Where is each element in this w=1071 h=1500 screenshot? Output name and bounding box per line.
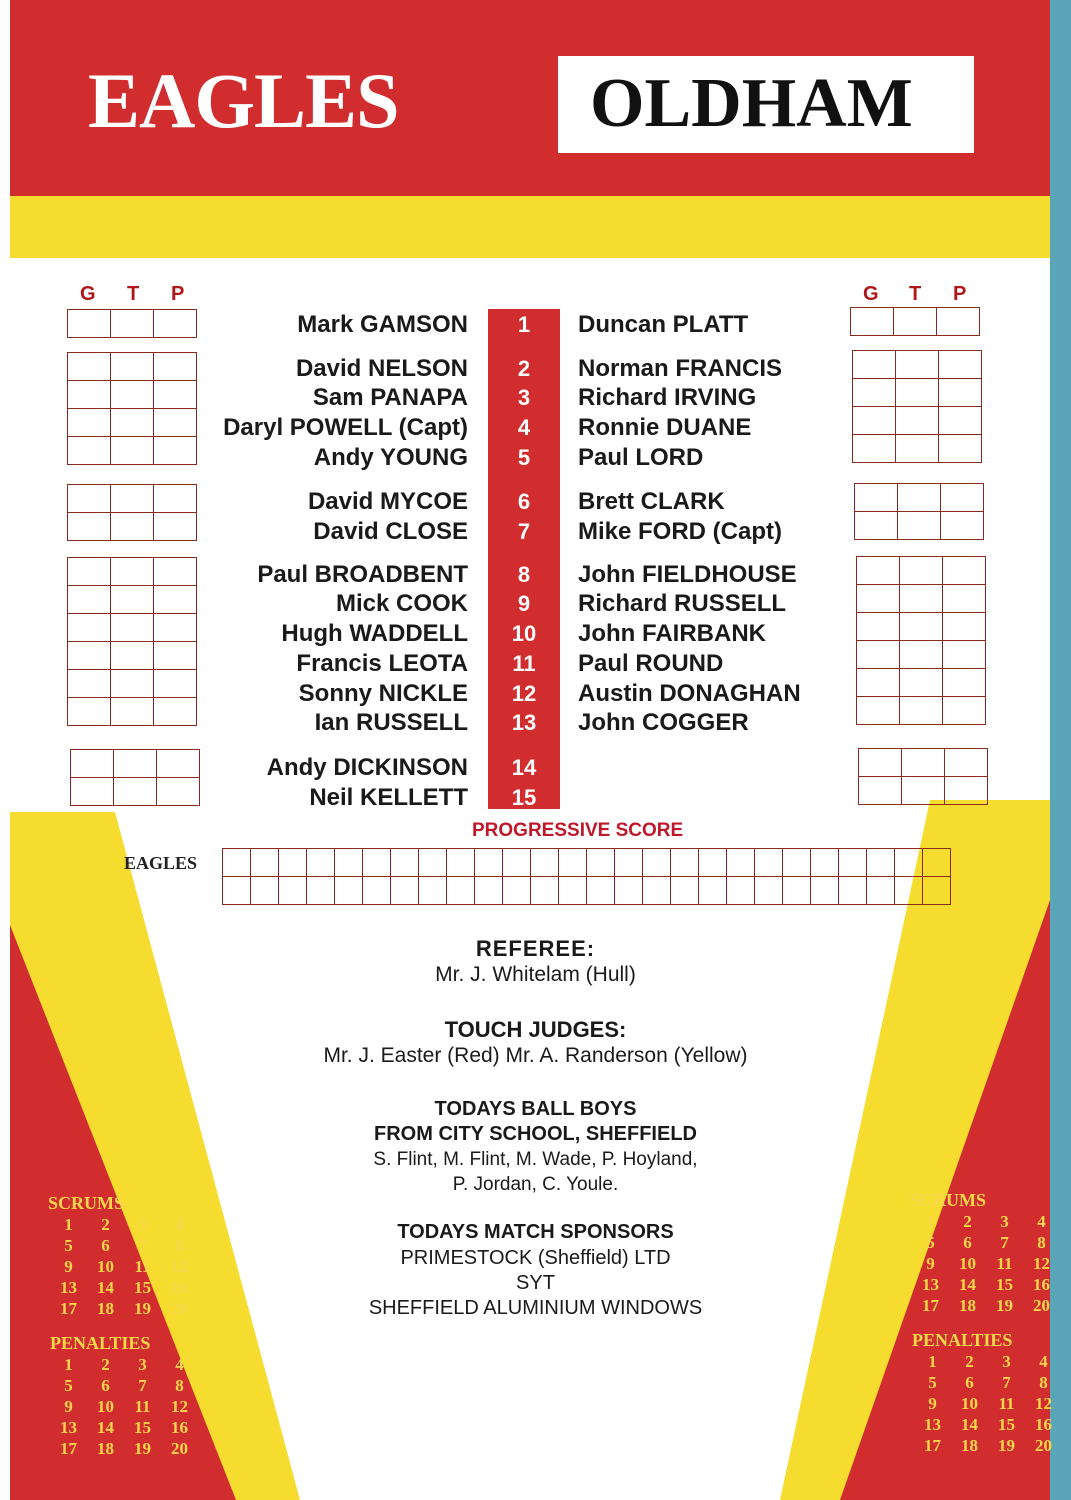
counter-number[interactable]: 1 xyxy=(928,1351,937,1371)
counter-number[interactable]: 12 xyxy=(171,1396,188,1416)
counter-number[interactable]: 10 xyxy=(97,1256,114,1276)
counter-number[interactable]: 12 xyxy=(1035,1393,1052,1413)
counter-number[interactable]: 6 xyxy=(101,1375,110,1395)
right-scrums-counter xyxy=(912,1211,1060,1316)
counter-number[interactable]: 9 xyxy=(64,1396,73,1416)
counter-number[interactable]: 6 xyxy=(965,1372,974,1392)
counter-number[interactable]: 12 xyxy=(171,1256,188,1276)
counter-number[interactable]: 1 xyxy=(64,1214,73,1234)
home-player-name: David NELSON xyxy=(295,355,468,382)
counter-number[interactable]: 18 xyxy=(959,1295,976,1315)
counter-number[interactable]: 7 xyxy=(1002,1372,1011,1392)
away-player-name: Paul ROUND xyxy=(578,650,724,677)
sponsors-heading: TODAYS MATCH SPONSORS xyxy=(397,1221,674,1243)
counter-number[interactable]: 15 xyxy=(134,1417,151,1437)
counter-number[interactable]: 16 xyxy=(1035,1414,1052,1434)
home-score-boxes-backs xyxy=(67,352,197,465)
away-player-name: Brett CLARK xyxy=(578,488,725,515)
counter-number[interactable]: 13 xyxy=(924,1414,941,1434)
referee-heading: REFEREE: xyxy=(475,936,596,961)
away-team-title: OLDHAM xyxy=(590,65,913,142)
home-player-name: Paul BROADBENT xyxy=(257,561,468,588)
counter-number[interactable]: 11 xyxy=(998,1393,1015,1413)
away-player-name: Paul LORD xyxy=(578,444,704,471)
home-player-name: Mark GAMSON xyxy=(297,311,468,338)
home-player-name: Mick COOK xyxy=(335,590,468,617)
away-score-boxes-fullback xyxy=(850,307,980,336)
counter-number[interactable]: 20 xyxy=(171,1298,188,1318)
home-score-boxes-forwards xyxy=(67,557,197,726)
counter-number[interactable]: 18 xyxy=(961,1435,978,1455)
touch-judges-heading: TOUCH JUDGES: xyxy=(444,1017,627,1042)
left-scrums-counter xyxy=(50,1214,198,1319)
counter-number[interactable]: 5 xyxy=(928,1372,937,1392)
counter-number[interactable]: 19 xyxy=(996,1295,1013,1315)
shirt-number: 12 xyxy=(511,681,537,706)
away-player-name: Duncan PLATT xyxy=(578,311,749,338)
shirt-number: 13 xyxy=(511,710,537,735)
counter-number[interactable]: 16 xyxy=(171,1277,188,1297)
counter-number[interactable]: 18 xyxy=(97,1298,114,1318)
away-player-name: Ronnie DUANE xyxy=(578,414,752,441)
counter-number[interactable]: 19 xyxy=(998,1435,1015,1455)
ball-boys-names-line2: P. Jordan, C. Youle. xyxy=(452,1174,619,1195)
counter-number[interactable]: 8 xyxy=(1039,1372,1048,1392)
ball-boys-school: FROM CITY SCHOOL, SHEFFIELD xyxy=(374,1123,697,1145)
counter-number[interactable]: 2 xyxy=(101,1354,110,1374)
away-header-p: P xyxy=(953,283,967,305)
home-player-name: Andy YOUNG xyxy=(313,444,468,471)
home-score-boxes-halves xyxy=(67,484,197,541)
counter-number[interactable]: 11 xyxy=(996,1253,1013,1273)
home-player-name: Sam PANAPA xyxy=(312,384,468,411)
away-header-g: G xyxy=(863,283,879,305)
counter-number[interactable]: 20 xyxy=(171,1438,188,1458)
counter-number[interactable]: 15 xyxy=(134,1277,151,1297)
counter-number[interactable]: 14 xyxy=(97,1417,114,1437)
ball-boys-heading: TODAYS BALL BOYS xyxy=(434,1098,637,1120)
counter-number[interactable]: 7 xyxy=(138,1375,147,1395)
counter-number[interactable]: 1 xyxy=(64,1354,73,1374)
home-header-p: P xyxy=(171,283,185,305)
counter-number[interactable]: 20 xyxy=(1033,1295,1050,1315)
home-header-g: G xyxy=(80,283,96,305)
left-penalties-counter xyxy=(50,1354,198,1459)
counter-number[interactable]: 8 xyxy=(175,1235,184,1255)
shirt-number: 2 xyxy=(517,356,531,381)
home-player-name: Andy DICKINSON xyxy=(266,754,468,781)
counter-number[interactable]: 14 xyxy=(959,1274,976,1294)
touch-judges-names: Mr. J. Easter (Red) Mr. A. Randerson (Yellow) xyxy=(323,1044,748,1067)
counter-number[interactable]: 2 xyxy=(963,1211,972,1231)
counter-number[interactable]: 8 xyxy=(175,1375,184,1395)
counter-number[interactable]: 16 xyxy=(171,1417,188,1437)
away-player-name: John FAIRBANK xyxy=(578,620,766,647)
counter-number[interactable]: 15 xyxy=(996,1274,1013,1294)
home-score-boxes-fullback xyxy=(67,309,197,338)
counter-number[interactable]: 5 xyxy=(64,1235,73,1255)
counter-number[interactable]: 11 xyxy=(134,1256,151,1276)
left-penalties-label: PENALTIES xyxy=(50,1333,151,1353)
shirt-number: 15 xyxy=(511,785,537,810)
home-player-name: David CLOSE xyxy=(313,518,468,545)
shirt-number: 5 xyxy=(517,445,531,470)
home-player-name: Ian RUSSELL xyxy=(314,709,468,736)
counter-number[interactable]: 3 xyxy=(138,1214,147,1234)
counter-number[interactable]: 2 xyxy=(965,1351,974,1371)
home-player-name: Francis LEOTA xyxy=(296,650,468,677)
home-header-t: T xyxy=(127,283,140,305)
home-player-name: Daryl POWELL (Capt) xyxy=(223,414,468,441)
away-score-boxes-forwards xyxy=(856,556,986,725)
shirt-number: 10 xyxy=(511,621,537,646)
counter-number[interactable]: 4 xyxy=(175,1214,184,1234)
ball-boys-names-line1: S. Flint, M. Flint, M. Wade, P. Hoyland, xyxy=(373,1149,698,1170)
counter-number[interactable]: 6 xyxy=(101,1235,110,1255)
home-player-name: Sonny NICKLE xyxy=(298,680,468,707)
counter-number[interactable]: 17 xyxy=(924,1435,941,1455)
away-player-name: Mike FORD (Capt) xyxy=(578,518,782,545)
away-player-name: John COGGER xyxy=(578,709,749,736)
progressive-score-team-label: EAGLES xyxy=(124,853,198,873)
shirt-number: 14 xyxy=(511,755,537,780)
counter-number[interactable]: 6 xyxy=(963,1232,972,1252)
counter-number[interactable]: 7 xyxy=(138,1235,147,1255)
counter-number[interactable]: 5 xyxy=(926,1232,935,1252)
home-player-name: David MYCOE xyxy=(307,488,468,515)
counter-number[interactable]: 3 xyxy=(138,1354,147,1374)
shirt-number: 1 xyxy=(517,312,531,337)
sponsor-line: PRIMESTOCK (Sheffield) LTD xyxy=(400,1247,671,1269)
counter-number[interactable]: 13 xyxy=(60,1417,77,1437)
referee-name: Mr. J. Whitelam (Hull) xyxy=(435,963,636,986)
counter-number[interactable]: 10 xyxy=(97,1396,114,1416)
home-score-boxes-subs xyxy=(70,749,200,806)
counter-number[interactable]: 7 xyxy=(1000,1232,1009,1252)
counter-number[interactable]: 13 xyxy=(60,1277,77,1297)
right-penalties-counter xyxy=(914,1351,1062,1456)
counter-number[interactable]: 4 xyxy=(1039,1351,1048,1371)
counter-number[interactable]: 19 xyxy=(134,1438,151,1458)
counter-number[interactable]: 9 xyxy=(64,1256,73,1276)
shirt-number: 11 xyxy=(512,651,536,676)
away-score-boxes-subs xyxy=(858,748,988,805)
counter-number[interactable]: 4 xyxy=(175,1354,184,1374)
counter-number[interactable]: 1 xyxy=(926,1211,935,1231)
home-player-name: Neil KELLETT xyxy=(309,784,468,811)
home-player-name: Hugh WADDELL xyxy=(281,620,468,647)
sponsor-line: SYT xyxy=(516,1272,555,1294)
counter-number[interactable]: 20 xyxy=(1035,1435,1052,1455)
progressive-score-title: PROGRESSIVE SCORE xyxy=(472,820,684,841)
counter-number[interactable]: 9 xyxy=(926,1253,935,1273)
shirt-number: 7 xyxy=(517,519,531,544)
shirt-number: 4 xyxy=(517,415,531,440)
away-header-t: T xyxy=(909,283,922,305)
away-player-name: Richard IRVING xyxy=(578,384,757,411)
counter-number[interactable]: 8 xyxy=(1037,1232,1046,1252)
away-score-boxes-backs xyxy=(852,350,982,463)
counter-number[interactable]: 3 xyxy=(1002,1351,1011,1371)
right-penalties-label: PENALTIES xyxy=(912,1330,1013,1350)
away-player-name: John FIELDHOUSE xyxy=(578,561,797,588)
left-scrums-label: SCRUMS xyxy=(48,1193,125,1213)
counter-number[interactable]: 13 xyxy=(922,1274,939,1294)
shirt-number: 3 xyxy=(517,385,531,410)
sponsor-line: SHEFFIELD ALUMINIUM WINDOWS xyxy=(368,1297,703,1319)
counter-number[interactable]: 3 xyxy=(1000,1211,1009,1231)
away-player-name: Richard RUSSELL xyxy=(578,590,787,617)
counter-number[interactable]: 16 xyxy=(1033,1274,1050,1294)
home-team-title: EAGLES xyxy=(88,57,399,144)
right-scrums-label: SCRUMS xyxy=(910,1190,987,1210)
counter-number[interactable]: 9 xyxy=(928,1393,937,1413)
counter-number[interactable]: 10 xyxy=(959,1253,976,1273)
counter-number[interactable]: 17 xyxy=(60,1438,77,1458)
shirt-number: 9 xyxy=(517,591,531,616)
shirt-number: 6 xyxy=(517,489,531,514)
away-player-name: Austin DONAGHAN xyxy=(578,680,801,707)
counter-number[interactable]: 4 xyxy=(1037,1211,1046,1231)
away-score-boxes-halves xyxy=(854,483,984,540)
counter-number[interactable]: 15 xyxy=(998,1414,1015,1434)
counter-number[interactable]: 5 xyxy=(64,1375,73,1395)
shirt-number: 8 xyxy=(517,562,531,587)
counter-number[interactable]: 14 xyxy=(961,1414,978,1434)
counter-number[interactable]: 18 xyxy=(97,1438,114,1458)
counter-number[interactable]: 2 xyxy=(101,1214,110,1234)
counter-number[interactable]: 17 xyxy=(60,1298,77,1318)
counter-number[interactable]: 19 xyxy=(134,1298,151,1318)
progressive-score-grid xyxy=(222,848,951,905)
counter-number[interactable]: 12 xyxy=(1033,1253,1050,1273)
counter-number[interactable]: 11 xyxy=(134,1396,151,1416)
counter-number[interactable]: 17 xyxy=(922,1295,939,1315)
counter-number[interactable]: 14 xyxy=(97,1277,114,1297)
away-player-name: Norman FRANCIS xyxy=(578,355,783,382)
counter-number[interactable]: 10 xyxy=(961,1393,978,1413)
